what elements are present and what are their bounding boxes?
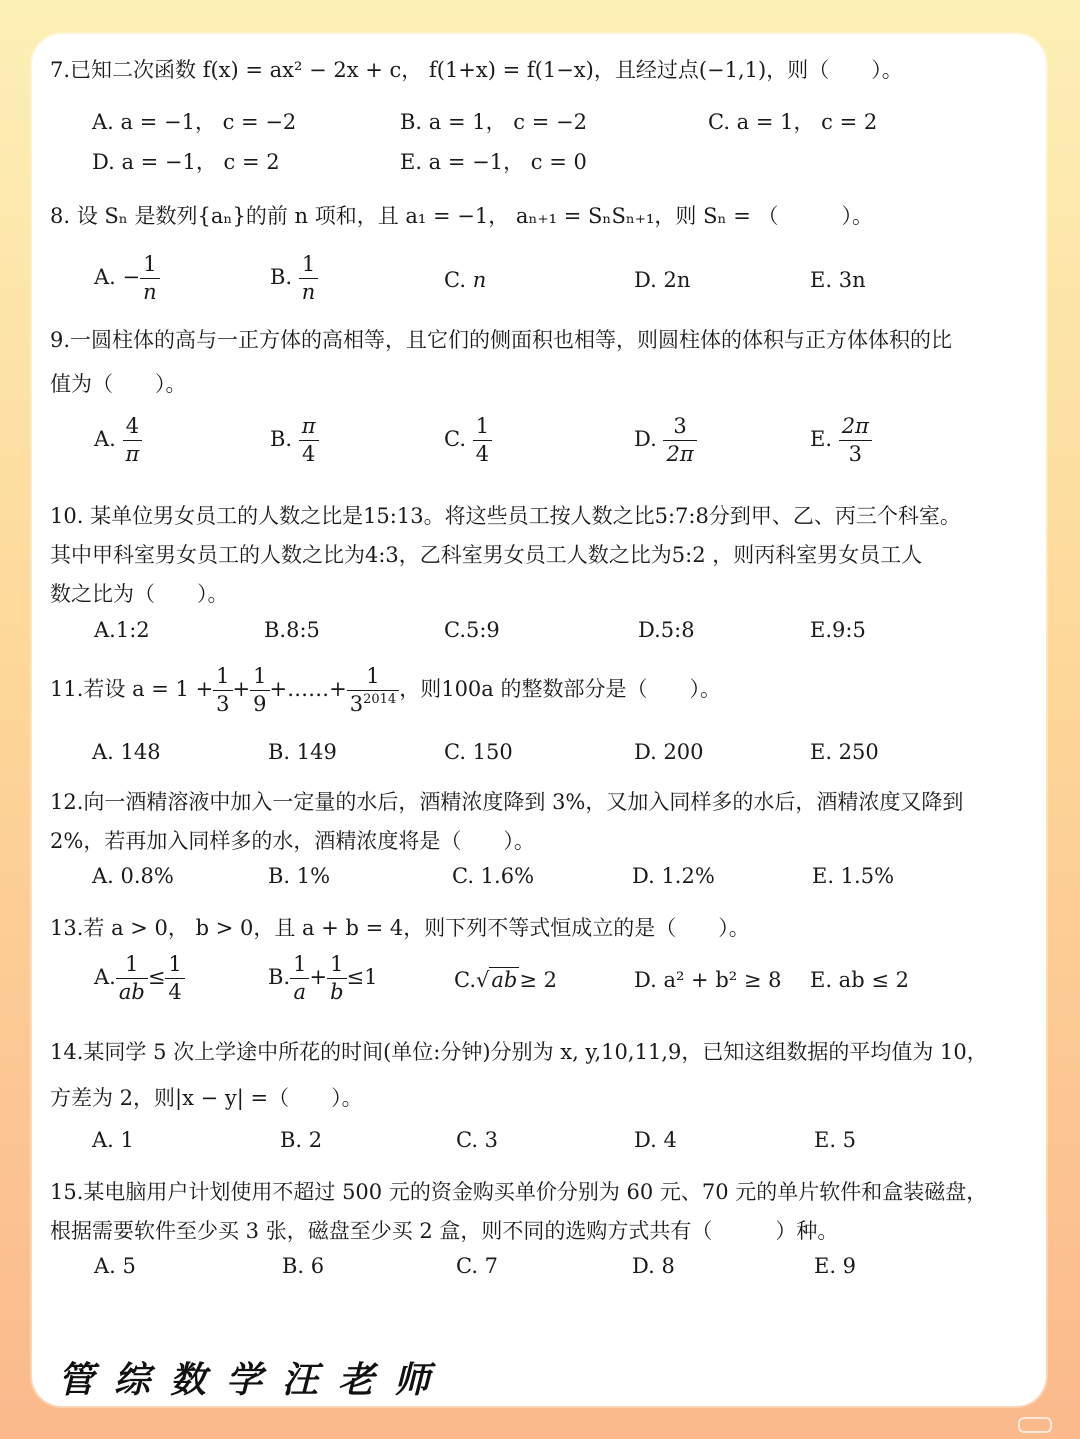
option-label: D.: [634, 268, 657, 292]
option-label: C.: [454, 968, 476, 992]
q8-stem: 8. 设 Sₙ 是数列{aₙ}的前 n 项和，且 a₁ = −1， aₙ₊₁ = SₙSₙ₊₁，则 Sₙ = （ ）。: [50, 204, 874, 228]
inequality-tail: ≥ 2: [519, 968, 557, 992]
q11-suffix: ，则100a 的整数部分是（ ）。: [399, 677, 721, 701]
q8-option-a[interactable]: [94, 254, 160, 303]
option-label: B.: [270, 427, 293, 451]
fraction: [250, 666, 269, 715]
option-value: 3n: [838, 268, 866, 292]
option-label: A.: [94, 265, 116, 289]
denominator: b: [330, 980, 344, 1004]
q9-stem-line1: 9.一圆柱体的高与一正方体的高相等，且它们的侧面积也相等，则圆柱体的体积与正方体体积的比: [50, 328, 953, 352]
question-card: [32, 34, 1046, 1406]
q15-option-b[interactable]: B. 6: [282, 1254, 325, 1278]
q9-option-c[interactable]: [444, 416, 492, 465]
option-value: n: [472, 268, 487, 292]
option-label: A.: [94, 427, 116, 451]
option-label: C.: [444, 427, 466, 451]
q12-stem-line2: 2%，若再加入同样多的水，酒精浓度将是（ ）。: [50, 829, 535, 853]
numerator: 1: [473, 416, 492, 441]
q15-option-a[interactable]: A. 5: [94, 1254, 136, 1278]
q11-prefix: 11.若设 a = 1 +: [50, 677, 214, 701]
numerator: π: [299, 416, 319, 441]
q14-option-a[interactable]: A. 1: [92, 1128, 134, 1152]
q13-option-d[interactable]: D. a² + b² ≥ 8: [634, 968, 782, 992]
fraction: [347, 666, 399, 715]
inequality-tail: ≤1: [346, 965, 378, 989]
q15-option-e[interactable]: E. 9: [814, 1254, 857, 1278]
q13-option-c[interactable]: [454, 968, 557, 992]
plus-sign: +: [232, 677, 251, 701]
q9-option-e[interactable]: [810, 416, 872, 465]
q13-stem: 13.若 a > 0， b > 0，且 a + b = 4，则下列不等式恒成立的是（ ）。: [50, 916, 750, 940]
fraction: [213, 666, 232, 715]
q7-option-e[interactable]: E. a = −1， c = 0: [400, 150, 587, 174]
q7-option-a[interactable]: A. a = −1， c = −2: [92, 110, 297, 134]
q14-stem-line2: 方差为 2，则|x − y| =（ ）。: [50, 1086, 363, 1110]
power-exponent: 2014: [363, 692, 397, 707]
option-label: B.: [268, 965, 291, 989]
q12-option-a[interactable]: A. 0.8%: [92, 864, 174, 888]
denominator: 3: [216, 692, 230, 716]
fraction: [299, 254, 319, 303]
denominator: 9: [253, 692, 267, 716]
q14-option-d[interactable]: D. 4: [634, 1128, 677, 1152]
q7-option-b[interactable]: B. a = 1， c = −2: [400, 110, 587, 134]
fraction: [473, 416, 492, 465]
q11-option-c[interactable]: C. 150: [444, 740, 513, 764]
option-label: E.: [810, 268, 833, 292]
fraction: [290, 954, 309, 1003]
q11-option-e[interactable]: E. 250: [810, 740, 879, 764]
q10-option-d[interactable]: D.5:8: [638, 618, 695, 642]
q11-option-a[interactable]: A. 148: [92, 740, 161, 764]
q10-option-e[interactable]: E.9:5: [810, 618, 866, 642]
minus-sign: −: [122, 265, 141, 289]
numerator: 1: [213, 666, 232, 691]
q11-option-d[interactable]: D. 200: [634, 740, 704, 764]
numerator: 1: [347, 666, 399, 691]
fraction: [140, 254, 160, 303]
q10-stem-line3: 数之比为（ ）。: [50, 582, 229, 606]
denominator: a: [293, 980, 307, 1004]
q14-option-b[interactable]: B. 2: [280, 1128, 323, 1152]
q11-stem: [50, 666, 721, 715]
q15-stem-line1: 15.某电脑用户计划使用不超过 500 元的资金购买单价分别为 60 元、70 元的单片软件和盒装磁盘，: [50, 1180, 988, 1204]
q10-option-b[interactable]: B.8:5: [264, 618, 320, 642]
denominator: ab: [118, 980, 145, 1004]
fraction: [839, 416, 872, 465]
q13-option-a[interactable]: [94, 954, 185, 1003]
power-base: 3: [349, 692, 364, 716]
denominator: π: [125, 442, 140, 466]
option-label: B.: [270, 265, 293, 289]
numerator: 1: [327, 954, 346, 979]
denominator: 4: [302, 442, 316, 466]
q9-option-d[interactable]: [634, 416, 697, 465]
watermark-icon: [1018, 1417, 1052, 1433]
option-label: C.: [444, 268, 466, 292]
q10-stem-line1: 10. 某单位男女员工的人数之比是15:13。将这些员工按人数之比5:7:8分到甲、乙、丙三个科室。: [50, 504, 961, 528]
fraction: [663, 416, 696, 465]
option-label: D.: [634, 427, 657, 451]
q10-option-c[interactable]: C.5:9: [444, 618, 500, 642]
fraction: [299, 416, 319, 465]
q8-option-e[interactable]: [810, 268, 866, 292]
q15-stem-line2: 根据需要软件至少买 3 张，磁盘至少买 2 盒，则不同的选购方式共有（ ）种。: [50, 1219, 839, 1243]
author-signature: 管综数学汪老师: [58, 1360, 451, 1401]
q8-option-b[interactable]: [270, 254, 318, 303]
ellipsis-sum: +……+: [269, 677, 347, 701]
numerator: 3: [663, 416, 696, 441]
q9-option-a[interactable]: [94, 416, 142, 465]
q12-option-b[interactable]: B. 1%: [268, 864, 331, 888]
q14-stem-line1: 14.某同学 5 次上学途中所花的时间(单位:分钟)分别为 x, y,10,11,9，已知这组数据的平均值为 10，: [50, 1040, 988, 1064]
numerator: 1: [116, 954, 148, 979]
q14-option-c[interactable]: C. 3: [456, 1128, 499, 1152]
option-label: A.: [94, 965, 116, 989]
radicand: ab: [491, 968, 518, 992]
q10-option-a[interactable]: A.1:2: [94, 618, 150, 642]
fraction: [165, 954, 184, 1003]
fraction: [327, 954, 346, 1003]
denominator: 3: [848, 442, 862, 466]
numerator: 1: [299, 254, 319, 279]
q12-option-c[interactable]: C. 1.6%: [452, 864, 535, 888]
denominator: n: [301, 280, 316, 304]
q13-option-e[interactable]: E. ab ≤ 2: [810, 968, 909, 992]
q15-option-c[interactable]: C. 7: [456, 1254, 499, 1278]
q15-option-d[interactable]: D. 8: [632, 1254, 675, 1278]
q9-stem-line2: 值为（ ）。: [50, 372, 187, 396]
q12-option-d[interactable]: D. 1.2%: [632, 864, 715, 888]
q7-option-c[interactable]: C. a = 1， c = 2: [708, 110, 878, 134]
numerator: 1: [290, 954, 309, 979]
numerator: 1: [165, 954, 184, 979]
denominator: n: [143, 280, 157, 304]
q12-option-e[interactable]: E. 1.5%: [812, 864, 895, 888]
denominator: 2π: [666, 442, 694, 466]
q14-option-e[interactable]: E. 5: [814, 1128, 857, 1152]
sqrt-icon: √: [476, 968, 490, 992]
denominator: 4: [168, 980, 182, 1004]
q8-option-d[interactable]: [634, 268, 690, 292]
option-value: 2n: [663, 268, 691, 292]
leq-sign: ≤: [147, 965, 166, 989]
numerator: 2π: [839, 416, 872, 441]
q11-option-b[interactable]: B. 149: [268, 740, 337, 764]
q8-option-c[interactable]: [444, 268, 486, 292]
denominator: 4: [475, 442, 490, 466]
q7-stem: 7.已知二次函数 f(x) = ax² − 2x + c， f(1+x) = f(1−x)，且经过点(−1,1)，则（ ）。: [50, 58, 903, 82]
numerator: 1: [140, 254, 160, 279]
q12-stem-line1: 12.向一酒精溶液中加入一定量的水后，酒精浓度降到 3%，又加入同样多的水后，酒精浓度又降到: [50, 790, 964, 814]
numerator: 1: [250, 666, 269, 691]
q9-option-b[interactable]: [270, 416, 319, 465]
fraction: [116, 954, 148, 1003]
q10-stem-line2: 其中甲科室男女员工的人数之比为4:3，乙科室男女员工人数之比为5:2 ，则丙科室男女员工人: [50, 543, 923, 567]
option-label: E.: [810, 427, 833, 451]
q7-option-d[interactable]: D. a = −1， c = 2: [92, 150, 280, 174]
q13-option-b[interactable]: [268, 954, 378, 1003]
plus-sign: +: [309, 965, 328, 989]
fraction: [123, 416, 143, 465]
numerator: 4: [123, 416, 143, 441]
denominator: [347, 691, 399, 715]
